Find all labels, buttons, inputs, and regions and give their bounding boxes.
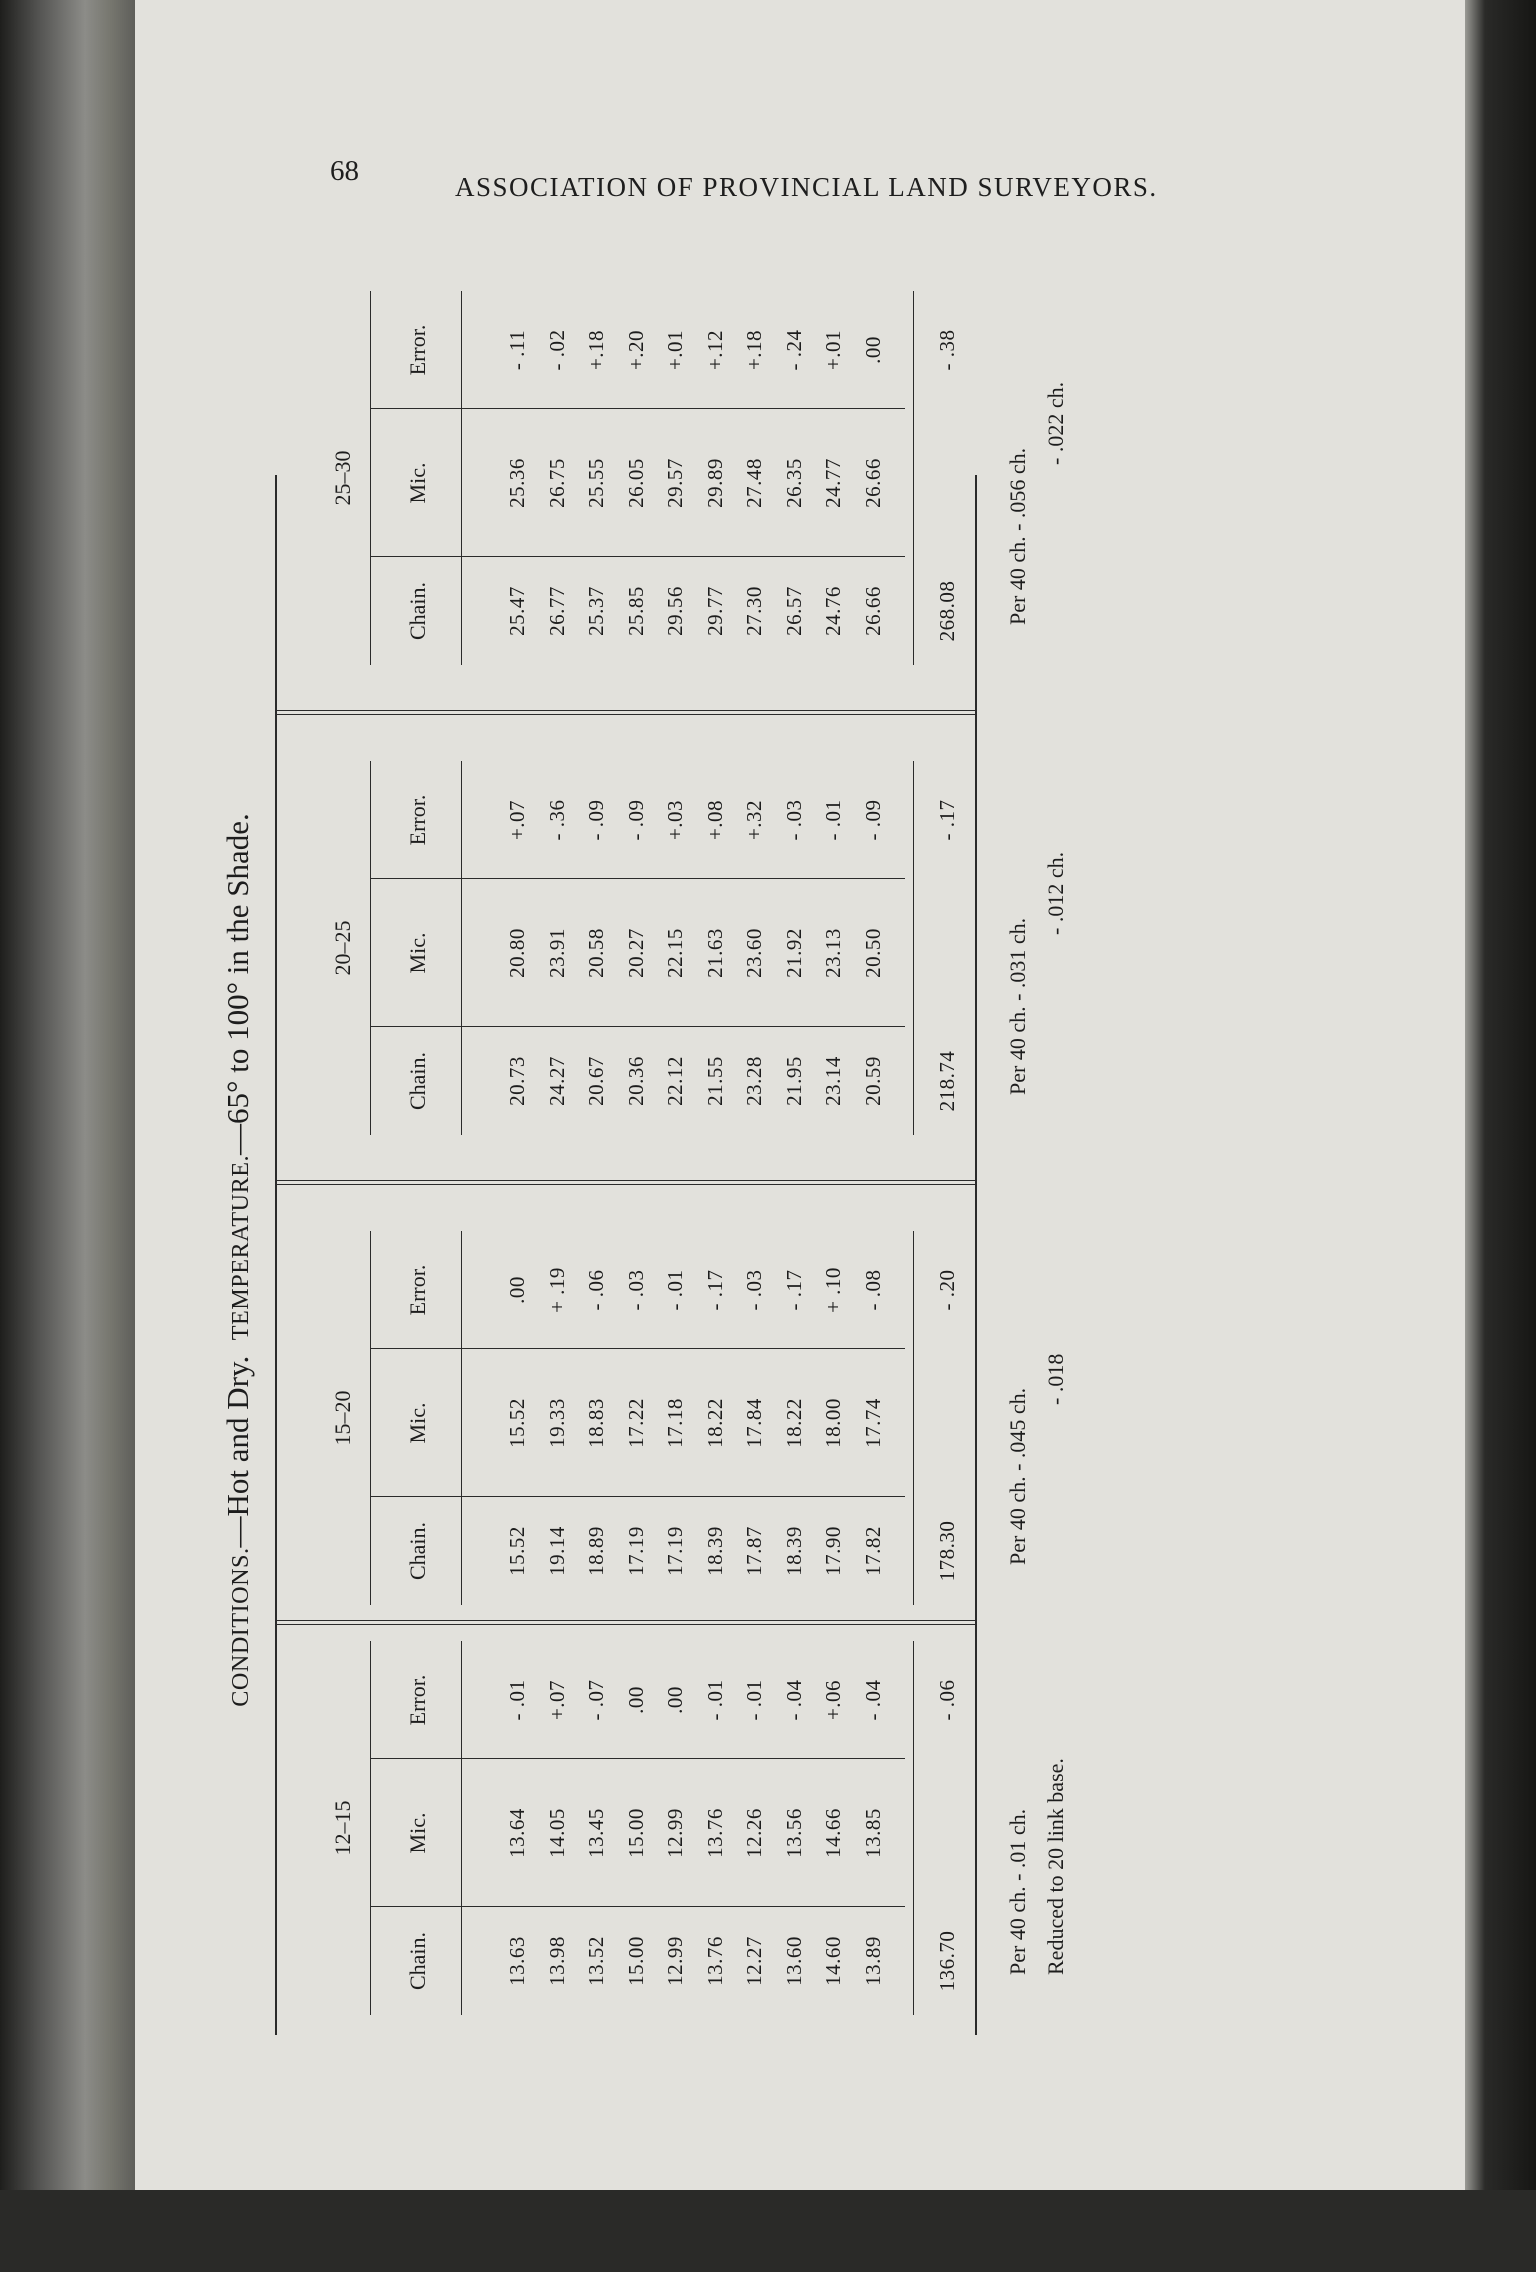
table-cell: 14.66 [821,1808,845,1858]
table-cell: 13.98 [544,1936,569,1986]
table-cell: 19.33 [544,1398,569,1448]
group-range-label: 12–15 [330,1800,355,1856]
table-cell: 13.64 [505,1808,529,1858]
table-cell: 14.05 [544,1808,569,1858]
table-cell: 24.76 [821,586,845,636]
table-cell: - .11 [505,329,529,371]
caption-temperature: TEMPERATURE. [227,1154,254,1341]
table-cell: 18.00 [821,1398,845,1448]
table-cell: +.12 [702,329,727,371]
table-cell: 13.85 [860,1808,885,1858]
table-cell: 20.67 [584,1056,608,1106]
table-top-rule [275,475,277,2035]
table-cell: 26.57 [781,586,806,636]
table-cell: - .06 [584,1269,608,1311]
totals-rule [913,761,914,1135]
table-cell: 13.52 [584,1936,608,1986]
table-cell: +.07 [505,799,529,841]
facing-page-edge [1465,0,1536,2190]
scan-background [0,2190,1536,2272]
table-cell: - .09 [860,799,885,841]
table-cell: - .24 [781,329,806,371]
table-cell: +.08 [702,799,727,841]
table-cell: 22.15 [663,928,687,978]
table-cell: +.03 [663,799,687,841]
table-cell: 27.30 [742,586,766,636]
table-cell: 21.55 [702,1056,727,1106]
column-header-rule [461,1231,462,1605]
table-cell: 23.14 [821,1056,845,1106]
table-cell: 13.63 [505,1936,529,1986]
table-cell: - .09 [623,799,648,841]
table-cell: 12.99 [663,1808,687,1858]
reduced-note: - .022 ch. [1043,381,1068,465]
table-cell: 17.74 [860,1398,885,1448]
group-range-label: 20–25 [330,920,355,976]
total-error: - .06 [935,1679,959,1721]
table-cell: - .01 [742,1679,766,1721]
reduced-note: Reduced to 20 link base. [1043,1758,1068,1975]
running-head: ASSOCIATION OF PROVINCIAL LAND SURVEYORS. [455,172,1158,202]
table-cell: 15.00 [623,1936,648,1986]
table-cell: 25.36 [505,458,529,508]
table-cell: - .08 [860,1269,885,1311]
table-cell: 20.27 [623,928,648,978]
table-cell: 29.57 [663,458,687,508]
group-separator [275,1620,975,1621]
table-cell: 18.39 [702,1526,727,1576]
column-header-mic: Mic. [405,462,430,504]
table-cell: 20.36 [623,1056,648,1106]
table-cell: 26.35 [781,458,806,508]
table-cell: 17.22 [623,1398,648,1448]
total-error: - .20 [935,1269,959,1311]
page-number: 68 [330,155,359,187]
table-cell: 13.76 [702,1808,727,1858]
table-cell: 24.77 [821,458,845,508]
table-cell: 23.28 [742,1056,766,1106]
table-cell: - .09 [584,799,608,841]
table-cell: 26.77 [544,586,569,636]
column-header-chain: Chain. [405,1051,430,1111]
table-cell: 15.52 [505,1526,529,1576]
group-header-rule [370,1231,371,1605]
table-cell: 22.12 [663,1056,687,1106]
table-cell: 17.19 [623,1526,648,1576]
table-cell: 15.00 [623,1808,648,1858]
column-header-rule [461,1641,462,2015]
table-cell: 26.66 [860,586,885,636]
table-cell: 23.13 [821,928,845,978]
table-cell: 25.47 [505,586,529,636]
caption-weather: —Hot and Dry. [220,1355,255,1548]
totals-rule [913,291,914,665]
group-header-rule [370,1641,371,2015]
column-header-mic: Mic. [405,932,430,974]
table-cell: +.20 [623,329,648,371]
table-cell: 29.56 [663,586,687,636]
table-cell: +.18 [584,329,608,371]
group-separator [275,1180,975,1181]
table-cell: 25.37 [584,586,608,636]
table-cell: .00 [860,336,885,364]
column-header-rule [461,761,462,1135]
book-spine-edge [0,0,135,2272]
rotated-table-region [165,324,1165,2075]
table-cell: 12.27 [742,1936,766,1986]
table-cell: 24.27 [544,1056,569,1106]
table-cell: 20.59 [860,1056,885,1106]
table-cell: 21.92 [781,928,806,978]
column-header-chain: Chain. [405,1931,430,1991]
table-cell: 26.05 [623,458,648,508]
table-cell: + .19 [544,1267,569,1313]
table-cell: 20.80 [505,928,529,978]
table-cell: +.18 [742,329,766,371]
table-cell: 26.66 [860,458,885,508]
table-cell: 17.84 [742,1398,766,1448]
table-cell: 17.87 [742,1526,766,1576]
table-caption [220,445,256,2075]
table-cell: 25.55 [584,458,608,508]
table-cell: - .04 [860,1679,885,1721]
totals-rule [913,1641,914,2015]
table-cell: .00 [623,1686,648,1714]
column-header-error: Error. [405,1674,430,1726]
total-chain: 178.30 [935,1520,959,1582]
table-cell: 19.14 [544,1526,569,1576]
group-separator [275,710,975,711]
table-cell: - .36 [544,799,569,841]
table-cell: +.01 [663,329,687,371]
table-cell: 20.73 [505,1056,529,1106]
table-cell: 13.76 [702,1936,727,1986]
column-header-mic: Mic. [405,1812,430,1854]
group-range-label: 25–30 [330,450,355,506]
table-cell: 21.95 [781,1056,806,1106]
table-cell: 17.82 [860,1526,885,1576]
column-header-rule [461,291,462,665]
table-cell: 13.56 [781,1808,806,1858]
table-cell: - .03 [742,1269,766,1311]
group-separator [275,1184,975,1185]
column-header-chain: Chain. [405,1521,430,1581]
table-cell: 25.85 [623,586,648,636]
per-40-chain-note: Per 40 ch. - .045 ch. [1005,1387,1030,1565]
per-40-chain-note: Per 40 ch. - .031 ch. [1005,917,1030,1095]
table-cell: 13.89 [860,1936,885,1986]
table-cell: 13.45 [584,1808,608,1858]
table-cell: - .03 [623,1269,648,1311]
table-cell: 18.89 [584,1526,608,1576]
table-cell: - .01 [821,799,845,841]
table-cell: - .17 [781,1269,806,1311]
table-cell: - .17 [702,1269,727,1311]
table-cell: - .01 [505,1679,529,1721]
table-cell: +.07 [544,1679,569,1721]
group-header-rule [370,761,371,1135]
table-cell: - .01 [663,1269,687,1311]
table-cell: +.06 [821,1679,845,1721]
group-separator [275,1624,975,1625]
table-cell: - .04 [781,1679,806,1721]
table-cell: +.32 [742,799,766,841]
total-chain: 136.70 [935,1930,959,1992]
table-cell: 18.22 [781,1398,806,1448]
table-cell: - .07 [584,1679,608,1721]
total-chain: 218.74 [935,1050,959,1112]
table-cell: 18.22 [702,1398,727,1448]
caption-range: —65° to 100° in the Shade. [220,813,255,1155]
table-cell: 14.60 [821,1936,845,1986]
table-cell: 20.58 [584,928,608,978]
table-cell: 12.99 [663,1936,687,1986]
table-cell: 17.19 [663,1526,687,1576]
table-cell: - .03 [781,799,806,841]
table-cell: - .02 [544,329,569,371]
table-cell: 12.26 [742,1808,766,1858]
group-range-label: 15–20 [330,1390,355,1446]
table-cell: 17.90 [821,1526,845,1576]
per-40-chain-note: Per 40 ch. - .01 ch. [1005,1808,1030,1975]
caption-conditions: CONDITIONS. [227,1547,254,1707]
table-cell: 15.52 [505,1398,529,1448]
column-header-chain: Chain. [405,581,430,641]
table-cell: 29.77 [702,586,727,636]
totals-rule [913,1231,914,1605]
column-header-error: Error. [405,1264,430,1316]
per-40-chain-note: Per 40 ch. - .056 ch. [1005,447,1030,625]
column-header-error: Error. [405,324,430,376]
table-cell: 26.75 [544,458,569,508]
table-cell: 23.91 [544,928,569,978]
group-separator [275,714,975,715]
table-cell: - .01 [702,1679,727,1721]
table-cell: 29.89 [702,458,727,508]
table-cell: + .10 [821,1267,845,1313]
total-chain: 268.08 [935,580,959,642]
reduced-note: - .012 ch. [1043,851,1068,935]
table-cell: 20.50 [860,928,885,978]
table-cell: 18.83 [584,1398,608,1448]
total-error: - .38 [935,329,959,371]
table-bottom-rule [975,475,977,2035]
table-cell: 27.48 [742,458,766,508]
table-cell: 23.60 [742,928,766,978]
table-cell: 18.39 [781,1526,806,1576]
table-cell: 21.63 [702,928,727,978]
column-header-mic: Mic. [405,1402,430,1444]
table-cell: +.01 [821,329,845,371]
group-header-rule [370,291,371,665]
reduced-note: - .018 [1043,1353,1068,1405]
column-header-error: Error. [405,794,430,846]
table-cell: .00 [663,1686,687,1714]
table-cell: .00 [505,1276,529,1304]
total-error: - .17 [935,799,959,841]
table-cell: 17.18 [663,1398,687,1448]
table-cell: 13.60 [781,1936,806,1986]
